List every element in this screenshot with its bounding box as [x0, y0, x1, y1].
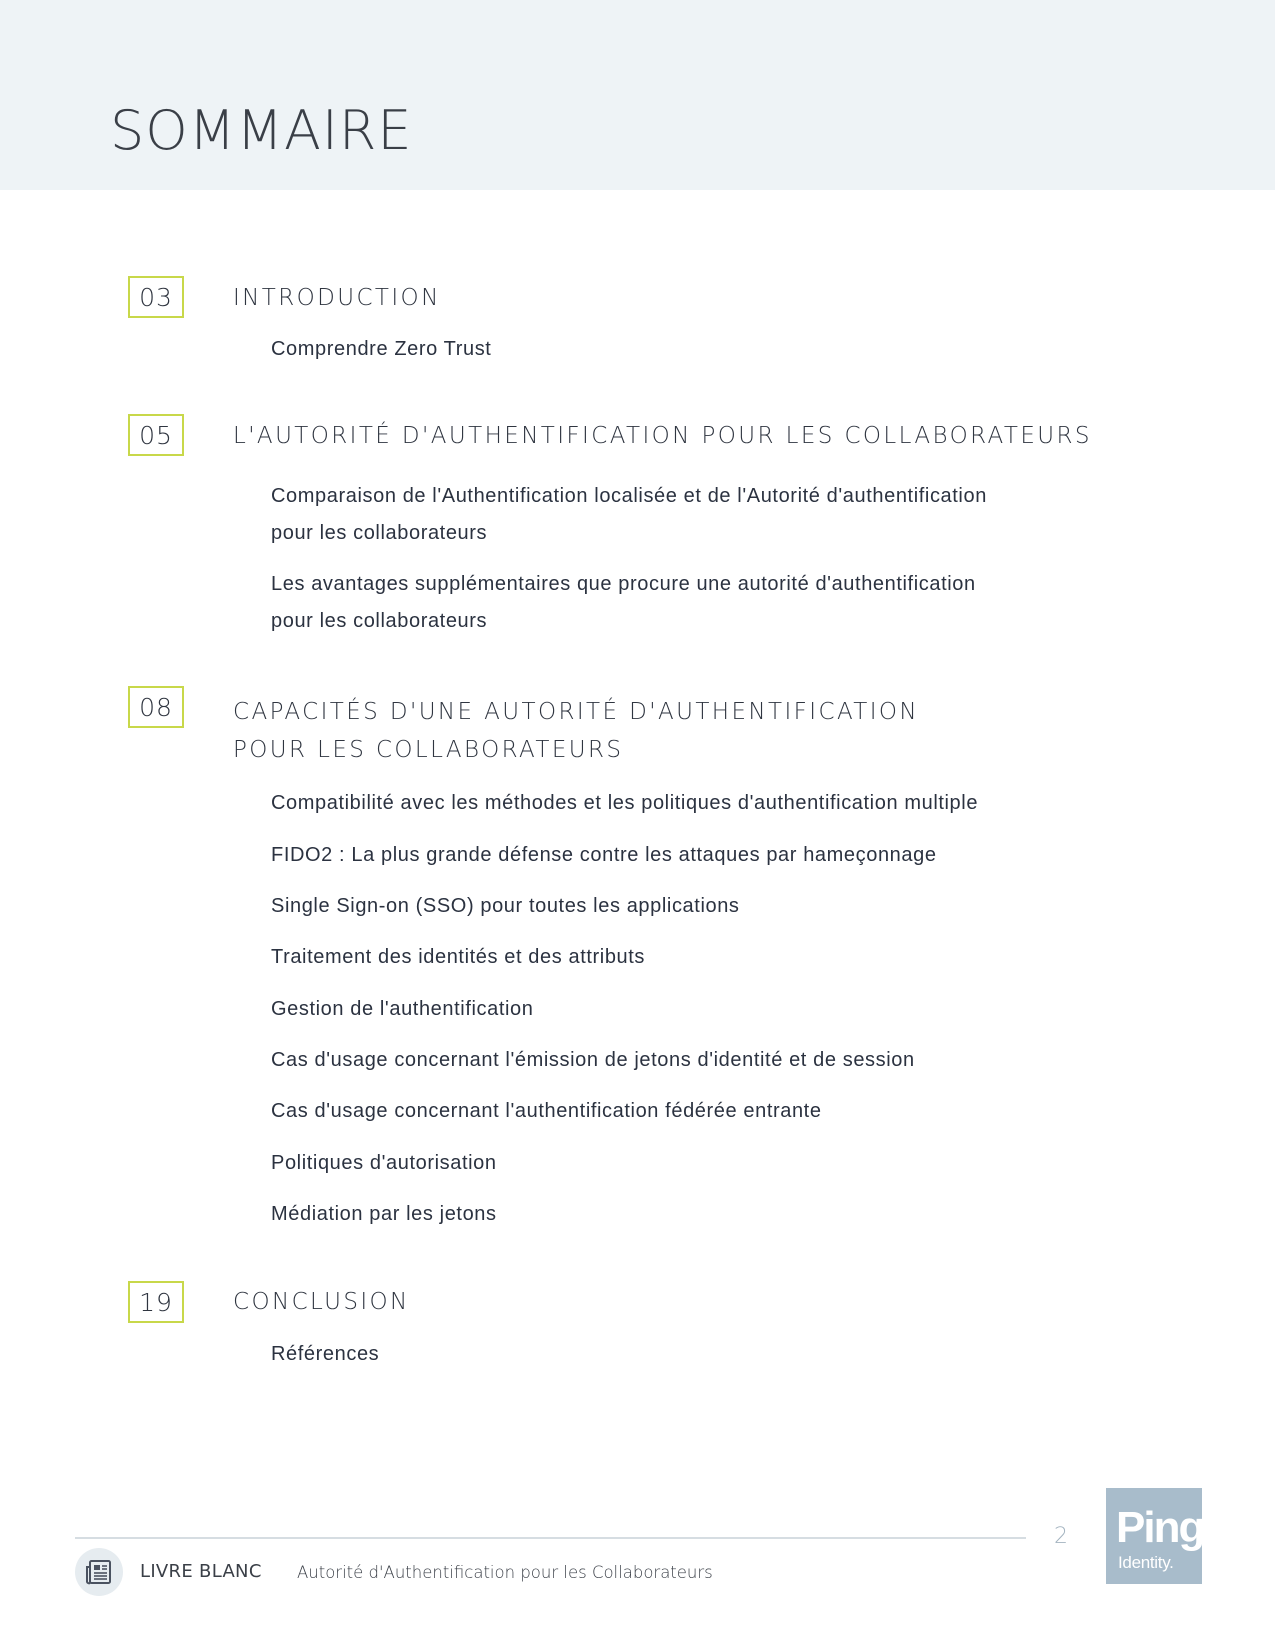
section-page-number[interactable]: 05 [128, 414, 184, 456]
toc-item[interactable]: Compatibilité avec les méthodes et les politiques d'authentification multiple [271, 792, 979, 814]
document-icon [75, 1548, 123, 1596]
logo-main-text: Ping [1116, 1503, 1204, 1552]
toc-item[interactable]: Cas d'usage concernant l'authentification fédérée entrante [271, 1100, 822, 1122]
section-page-number[interactable]: 03 [128, 276, 184, 318]
toc-item[interactable]: Single Sign-on (SSO) pour toutes les applications [271, 895, 740, 917]
document-type: LIVRE BLANC [140, 1561, 262, 1582]
section-title[interactable]: L'AUTORITÉ D'AUTHENTIFICATION POUR LES COLLABORATEURS [233, 423, 1092, 449]
toc-item[interactable]: Les avantages supplémentaires que procure une autorité d'authentification pour les collaborateurs [271, 573, 976, 632]
ping-identity-logo [1106, 1488, 1202, 1584]
page-title: SOMMAIRE [110, 99, 413, 162]
toc-item[interactable]: Politiques d'autorisation [271, 1152, 497, 1174]
section-title[interactable]: CAPACITÉS D'UNE AUTORITÉ D'AUTHENTIFICATION POUR LES COLLABORATEURS [233, 699, 920, 763]
section-page-number[interactable]: 19 [128, 1281, 184, 1323]
section-title[interactable]: CONCLUSION [233, 1289, 410, 1315]
toc-item[interactable]: Traitement des identités et des attributs [271, 946, 646, 968]
toc-item[interactable]: Médiation par les jetons [271, 1203, 497, 1225]
toc-item[interactable]: Gestion de l'authentification [271, 998, 534, 1020]
section-title[interactable]: INTRODUCTION [233, 285, 441, 311]
logo-sub-text: Identity. [1118, 1553, 1174, 1572]
footer-divider [75, 1537, 1026, 1539]
page-number: 2 [1054, 1524, 1068, 1549]
page-header [0, 0, 1275, 190]
section-page-number[interactable]: 08 [128, 686, 184, 728]
toc-item[interactable]: Comprendre Zero Trust [271, 338, 492, 360]
toc-item[interactable]: Cas d'usage concernant l'émission de jetons d'identité et de session [271, 1049, 915, 1071]
document-name: Autorité d'Authentification pour les Collaborateurs [297, 1563, 713, 1582]
toc-item[interactable]: FIDO2 : La plus grande défense contre les attaques par hameçonnage [271, 844, 937, 866]
toc-item[interactable]: Références [271, 1343, 380, 1365]
toc-item[interactable]: Comparaison de l'Authentification localisée et de l'Autorité d'authentification pour les collaborateurs [271, 485, 987, 544]
